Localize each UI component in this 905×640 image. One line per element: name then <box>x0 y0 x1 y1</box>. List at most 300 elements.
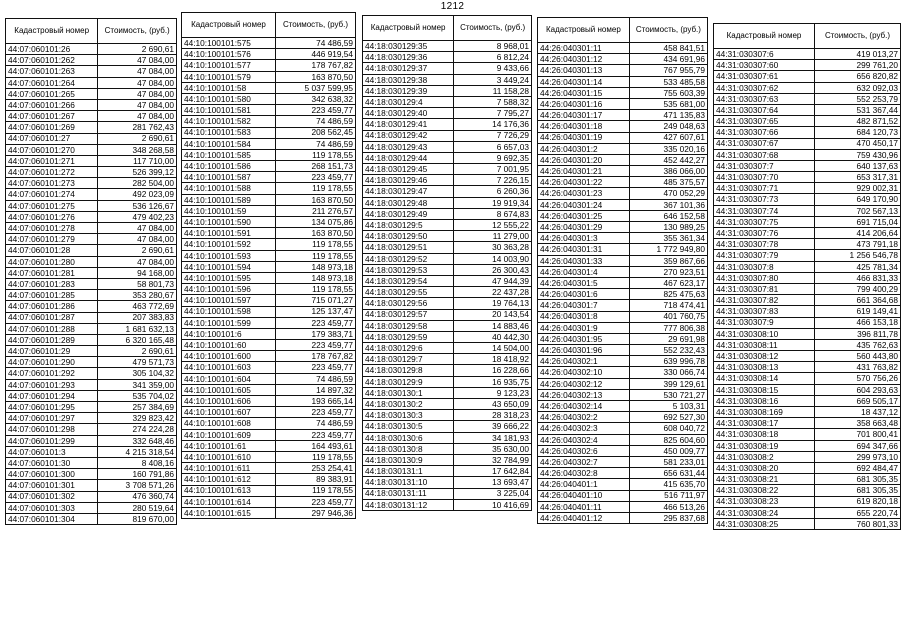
cost-cell: 560 443,80 <box>814 351 900 362</box>
cost-cell: 7 726,29 <box>454 130 532 141</box>
cadastral-number-cell: 44:10:100101:594 <box>182 261 276 272</box>
cadastral-number-cell: 44:31:030307:73 <box>714 194 815 205</box>
cadastral-number-cell: 44:10:100101:586 <box>182 161 276 172</box>
table-row <box>182 340 356 351</box>
cadastral-number-cell: 44:31:030307:74 <box>714 205 815 216</box>
cadastral-number-cell: 44:31:030308:14 <box>714 373 815 384</box>
cadastral-number-cell: 44:31:030308:18 <box>714 429 815 440</box>
table-row <box>538 199 708 210</box>
table-row <box>363 432 532 443</box>
cadastral-number-cell: 44:10:100101:604 <box>182 373 276 384</box>
cost-cell: 692 527,30 <box>629 412 707 423</box>
table-row <box>363 253 532 264</box>
table-row <box>714 306 901 317</box>
table-row <box>363 119 532 130</box>
cost-cell: 47 084,00 <box>98 234 177 245</box>
cost-cell: 701 800,41 <box>814 429 900 440</box>
table-row <box>6 155 177 166</box>
cadastral-table-1 <box>5 18 177 525</box>
table-row <box>714 462 901 473</box>
table-row <box>538 412 708 423</box>
cadastral-number-cell: 44:31:030307:75 <box>714 216 815 227</box>
cadastral-number-cell: 44:31:030308:10 <box>714 328 815 339</box>
cadastral-number-cell: 44:07:060101:263 <box>6 66 98 77</box>
table-row <box>182 284 356 295</box>
table-row <box>182 49 356 60</box>
cadastral-number-cell: 44:07:060101:297 <box>6 413 98 424</box>
header-cost: Стоимость, (руб.) <box>814 24 900 49</box>
cadastral-number-cell: 44:10:100101:606 <box>182 396 276 407</box>
cadastral-number-cell: 44:18:030129:41 <box>363 119 454 130</box>
cadastral-number-cell: 44:18:030129:38 <box>363 74 454 85</box>
table-row <box>538 132 708 143</box>
table-row <box>6 312 177 323</box>
cost-cell: 34 181,93 <box>454 432 532 443</box>
table-row <box>538 222 708 233</box>
cadastral-number-cell: 44:10:100101:591 <box>182 228 276 239</box>
cadastral-number-cell: 44:07:060101:275 <box>6 200 98 211</box>
table-row <box>538 177 708 188</box>
cadastral-number-cell: 44:18:030129:9 <box>363 376 454 387</box>
table-row <box>182 138 356 149</box>
cost-cell: 639 996,78 <box>629 356 707 367</box>
cadastral-number-cell: 44:07:060101:264 <box>6 77 98 88</box>
cost-cell: 32 784,99 <box>454 454 532 465</box>
table-row <box>182 373 356 384</box>
cadastral-number-cell: 44:10:100101:611 <box>182 463 276 474</box>
cadastral-number-cell: 44:31:030307:8 <box>714 261 815 272</box>
table-row <box>182 105 356 116</box>
cost-cell: 653 317,31 <box>814 172 900 183</box>
cost-cell: 8 968,01 <box>454 41 532 52</box>
cost-cell: 17 642,84 <box>454 466 532 477</box>
table-row <box>363 52 532 63</box>
table-row <box>363 242 532 253</box>
cadastral-number-cell: 44:07:060101:269 <box>6 122 98 133</box>
cost-cell: 570 756,26 <box>814 373 900 384</box>
cost-cell: 632 092,03 <box>814 82 900 93</box>
cadastral-number-cell: 44:31:030308:169 <box>714 407 815 418</box>
cadastral-number-cell: 44:18:030129:50 <box>363 231 454 242</box>
cadastral-number-cell: 44:18:030129:56 <box>363 298 454 309</box>
table-row <box>538 188 708 199</box>
cadastral-number-cell: 44:10:100101:603 <box>182 362 276 373</box>
cadastral-number-cell: 44:07:060101:276 <box>6 211 98 222</box>
cost-cell: 119 178,55 <box>275 485 355 496</box>
cost-cell: 16 935,75 <box>454 376 532 387</box>
table-row <box>182 328 356 339</box>
cost-cell: 691 715,04 <box>814 216 900 227</box>
cost-cell: 332 648,46 <box>98 435 177 446</box>
cost-cell: 12 555,22 <box>454 220 532 231</box>
cost-cell: 9 433,66 <box>454 63 532 74</box>
cadastral-number-cell: 44:10:100101:592 <box>182 239 276 250</box>
table-row <box>363 443 532 454</box>
cadastral-number-cell: 44:31:030308:15 <box>714 384 815 395</box>
cadastral-number-cell: 44:07:060101:278 <box>6 223 98 234</box>
cadastral-number-cell: 44:26:040301:96 <box>538 345 630 356</box>
cadastral-number-cell: 44:07:060101:295 <box>6 402 98 413</box>
cadastral-number-cell: 44:31:030308:25 <box>714 518 815 529</box>
table-row <box>714 261 901 272</box>
table-row <box>538 277 708 288</box>
table-row <box>6 334 177 345</box>
cost-cell: 482 871,52 <box>814 116 900 127</box>
cadastral-number-cell: 44:07:060101:293 <box>6 379 98 390</box>
table-row <box>6 502 177 513</box>
table-row <box>363 399 532 410</box>
cost-cell: 26 300,43 <box>454 264 532 275</box>
cost-cell: 552 232,43 <box>629 345 707 356</box>
cost-cell: 473 791,18 <box>814 239 900 250</box>
table-row <box>182 485 356 496</box>
table-row <box>714 451 901 462</box>
table-row <box>182 272 356 283</box>
cost-cell: 47 084,00 <box>98 66 177 77</box>
cadastral-number-cell: 44:18:030129:57 <box>363 309 454 320</box>
table-row <box>538 311 708 322</box>
cost-cell: 8 674,83 <box>454 208 532 219</box>
cadastral-number-cell: 44:26:040302:2 <box>538 412 630 423</box>
cost-cell: 466 513,26 <box>629 501 707 512</box>
table-row <box>714 407 901 418</box>
cost-cell: 164 493,61 <box>275 440 355 451</box>
cadastral-number-cell: 44:07:060101:265 <box>6 88 98 99</box>
cadastral-number-cell: 44:10:100101:612 <box>182 474 276 485</box>
cadastral-number-cell: 44:10:100101:584 <box>182 138 276 149</box>
cost-cell: 479 402,23 <box>98 211 177 222</box>
table-row <box>6 301 177 312</box>
cost-cell: 7 001,95 <box>454 164 532 175</box>
table-row <box>538 456 708 467</box>
cadastral-table-2 <box>181 12 356 519</box>
table-row <box>714 194 901 205</box>
cost-cell: 608 040,72 <box>629 423 707 434</box>
table-row <box>363 343 532 354</box>
cost-cell: 253 254,41 <box>275 463 355 474</box>
cadastral-number-cell: 44:31:030307:64 <box>714 104 815 115</box>
table-row <box>714 71 901 82</box>
cadastral-number-cell: 44:31:030308:22 <box>714 485 815 496</box>
cost-cell: 470 052,29 <box>629 188 707 199</box>
table-row <box>538 356 708 367</box>
cost-cell: 669 505,17 <box>814 395 900 406</box>
cost-cell: 30 363,28 <box>454 242 532 253</box>
table-row <box>6 211 177 222</box>
table-row <box>363 63 532 74</box>
cost-cell: 516 711,97 <box>629 490 707 501</box>
table-row <box>6 290 177 301</box>
cost-cell: 7 795,27 <box>454 108 532 119</box>
cadastral-number-cell: 44:31:030307:62 <box>714 82 815 93</box>
table-row <box>714 440 901 451</box>
cadastral-number-cell: 44:07:060101:301 <box>6 480 98 491</box>
cadastral-number-cell: 44:26:040302:10 <box>538 367 630 378</box>
cadastral-number-cell: 44:10:100101:597 <box>182 295 276 306</box>
cost-cell: 47 084,00 <box>98 55 177 66</box>
cadastral-number-cell: 44:10:100101:595 <box>182 272 276 283</box>
cadastral-number-cell: 44:07:060101:289 <box>6 334 98 345</box>
cadastral-number-cell: 44:31:030308:13 <box>714 362 815 373</box>
table-row <box>714 485 901 496</box>
cost-cell: 431 763,82 <box>814 362 900 373</box>
cost-cell: 2 690,61 <box>98 346 177 357</box>
cadastral-number-cell: 44:26:040301:18 <box>538 121 630 132</box>
cost-cell: 74 486,59 <box>275 418 355 429</box>
cost-cell: 825 604,60 <box>629 434 707 445</box>
cadastral-number-cell: 44:10:100101:6 <box>182 328 276 339</box>
cost-cell: 330 066,74 <box>629 367 707 378</box>
table-row <box>6 256 177 267</box>
cost-cell: 2 690,61 <box>98 245 177 256</box>
cost-cell: 178 767,82 <box>275 60 355 71</box>
table-row <box>182 261 356 272</box>
table-row <box>363 186 532 197</box>
cadastral-number-cell: 44:10:100101:576 <box>182 49 276 60</box>
cost-cell: 767 955,79 <box>629 65 707 76</box>
table-row <box>6 346 177 357</box>
table-row <box>6 402 177 413</box>
table-row <box>714 328 901 339</box>
cadastral-number-cell: 44:18:030130:9 <box>363 454 454 465</box>
cost-cell: 581 233,01 <box>629 456 707 467</box>
cadastral-number-cell: 44:18:030129:39 <box>363 85 454 96</box>
cadastral-number-cell: 44:31:030307:76 <box>714 228 815 239</box>
cadastral-number-cell: 44:18:030129:37 <box>363 63 454 74</box>
table-row <box>6 480 177 491</box>
table-row <box>714 104 901 115</box>
cadastral-number-cell: 44:07:060101:27 <box>6 133 98 144</box>
cadastral-number-cell: 44:10:100101:590 <box>182 217 276 228</box>
cadastral-number-cell: 44:10:100101:599 <box>182 317 276 328</box>
table-row <box>182 317 356 328</box>
cadastral-number-cell: 44:18:030130:5 <box>363 421 454 432</box>
table-row <box>6 133 177 144</box>
cadastral-number-cell: 44:07:060101:267 <box>6 111 98 122</box>
header-cost: Стоимость, (руб.) <box>629 18 707 43</box>
table-row <box>6 234 177 245</box>
cadastral-number-cell: 44:31:030308:20 <box>714 462 815 473</box>
table-row <box>182 418 356 429</box>
cadastral-number-cell: 44:07:060101:294 <box>6 390 98 401</box>
cost-cell: 6 260,36 <box>454 186 532 197</box>
cadastral-number-cell: 44:18:030131:11 <box>363 488 454 499</box>
table-row <box>538 445 708 456</box>
table-row <box>538 322 708 333</box>
table-row <box>182 149 356 160</box>
cadastral-number-cell: 44:18:030129:8 <box>363 365 454 376</box>
cadastral-number-cell: 44:31:030307:65 <box>714 116 815 127</box>
table-row <box>363 41 532 52</box>
cadastral-number-cell: 44:18:030129:55 <box>363 287 454 298</box>
header-cost: Стоимость, (руб.) <box>98 19 177 44</box>
cost-cell: 7 226,15 <box>454 175 532 186</box>
cadastral-number-cell: 44:10:100101:575 <box>182 38 276 49</box>
cost-cell: 10 416,69 <box>454 499 532 510</box>
cost-cell: 148 973,18 <box>275 272 355 283</box>
cadastral-number-cell: 44:18:030129:5 <box>363 220 454 231</box>
table-row <box>538 300 708 311</box>
cost-cell: 16 228,66 <box>454 365 532 376</box>
table-row <box>363 96 532 107</box>
cadastral-number-cell: 44:07:060101:285 <box>6 290 98 301</box>
table-row <box>182 295 356 306</box>
cadastral-number-cell: 44:31:030307:66 <box>714 127 815 138</box>
table-row <box>363 275 532 286</box>
cost-cell: 223 459,77 <box>275 172 355 183</box>
cost-cell: 531 367,44 <box>814 104 900 115</box>
cost-cell: 295 837,68 <box>629 512 707 523</box>
cost-cell: 19 919,34 <box>454 197 532 208</box>
cadastral-number-cell: 44:07:060101:303 <box>6 502 98 513</box>
table-row <box>182 82 356 93</box>
table-row <box>714 160 901 171</box>
table-row <box>714 351 901 362</box>
cost-cell: 47 084,00 <box>98 256 177 267</box>
cadastral-number-cell: 44:26:040302:8 <box>538 468 630 479</box>
cadastral-number-cell: 44:18:030129:58 <box>363 320 454 331</box>
table-row <box>182 205 356 216</box>
cost-cell: 348 268,58 <box>98 144 177 155</box>
cadastral-number-cell: 44:26:040302:1 <box>538 356 630 367</box>
cost-cell: 43 650,09 <box>454 399 532 410</box>
cadastral-number-cell: 44:18:030131:10 <box>363 477 454 488</box>
table-row <box>182 496 356 507</box>
table-row <box>182 474 356 485</box>
table-row <box>182 407 356 418</box>
cost-cell: 119 178,55 <box>275 149 355 160</box>
table-row <box>6 435 177 446</box>
cadastral-number-cell: 44:10:100101:582 <box>182 116 276 127</box>
cost-cell: 249 048,63 <box>629 121 707 132</box>
cost-cell: 759 430,96 <box>814 149 900 160</box>
table-row <box>6 491 177 502</box>
cost-cell: 160 791,86 <box>98 469 177 480</box>
table-row <box>182 507 356 518</box>
cost-cell: 94 168,00 <box>98 267 177 278</box>
cost-cell: 535 681,00 <box>629 98 707 109</box>
cost-cell: 760 801,33 <box>814 518 900 529</box>
table-row <box>363 231 532 242</box>
cost-cell: 299 973,10 <box>814 451 900 462</box>
cost-cell: 47 944,39 <box>454 275 532 286</box>
cost-cell: 435 762,63 <box>814 339 900 350</box>
cost-cell: 396 811,78 <box>814 328 900 339</box>
cadastral-number-cell: 44:31:030308:24 <box>714 507 815 518</box>
table-row <box>6 457 177 468</box>
cadastral-number-cell: 44:18:030130:3 <box>363 410 454 421</box>
table-row <box>363 175 532 186</box>
cadastral-number-cell: 44:18:030129:6 <box>363 343 454 354</box>
table-row <box>6 122 177 133</box>
cadastral-number-cell: 44:18:030129:48 <box>363 197 454 208</box>
cost-cell: 656 631,44 <box>629 468 707 479</box>
table-row <box>182 351 356 362</box>
table-row <box>6 144 177 155</box>
table-row <box>538 512 708 523</box>
cadastral-number-cell: 44:26:040301:16 <box>538 98 630 109</box>
cost-cell: 661 364,68 <box>814 295 900 306</box>
cadastral-number-cell: 44:26:040301:15 <box>538 87 630 98</box>
cost-cell: 11 279,00 <box>454 231 532 242</box>
cost-cell: 341 359,00 <box>98 379 177 390</box>
cost-cell: 450 009,77 <box>629 445 707 456</box>
table-row <box>714 250 901 261</box>
table-row <box>363 85 532 96</box>
table-row <box>6 77 177 88</box>
table-row <box>538 65 708 76</box>
table-row <box>182 194 356 205</box>
header-cadastral-number: Кадастровый номер <box>363 16 454 41</box>
cadastral-number-cell: 44:10:100101:579 <box>182 71 276 82</box>
cost-cell: 656 820,82 <box>814 71 900 82</box>
header-cost: Стоимость, (руб.) <box>275 13 355 38</box>
table-row <box>363 130 532 141</box>
page-number: 1212 <box>440 1 465 12</box>
cadastral-number-cell: 44:26:040301:13 <box>538 65 630 76</box>
cost-cell: 692 484,47 <box>814 462 900 473</box>
table-row <box>538 121 708 132</box>
cadastral-number-cell: 44:10:100101:577 <box>182 60 276 71</box>
cost-cell: 119 178,55 <box>275 239 355 250</box>
cost-cell: 702 567,13 <box>814 205 900 216</box>
cadastral-number-cell: 44:10:100101:608 <box>182 418 276 429</box>
table-row <box>6 446 177 457</box>
cadastral-number-cell: 44:07:060101:26 <box>6 44 98 55</box>
table-row <box>538 345 708 356</box>
table-row <box>714 239 901 250</box>
cadastral-number-cell: 44:18:030129:51 <box>363 242 454 253</box>
cost-cell: 399 129,61 <box>629 378 707 389</box>
cadastral-number-cell: 44:10:100101:598 <box>182 306 276 317</box>
table-row <box>363 488 532 499</box>
cost-cell: 74 486,59 <box>275 116 355 127</box>
cost-cell: 467 623,17 <box>629 277 707 288</box>
cadastral-number-cell: 44:31:030308:23 <box>714 496 815 507</box>
cost-cell: 22 437,28 <box>454 287 532 298</box>
cost-cell: 6 657,03 <box>454 141 532 152</box>
cost-cell: 530 721,27 <box>629 389 707 400</box>
cost-cell: 425 781,34 <box>814 261 900 272</box>
header-cadastral-number: Кадастровый номер <box>6 19 98 44</box>
cadastral-number-cell: 44:26:040302:6 <box>538 445 630 456</box>
table-row <box>538 54 708 65</box>
table-row <box>538 154 708 165</box>
table-row <box>714 496 901 507</box>
cost-cell: 2 690,61 <box>98 133 177 144</box>
cost-cell: 223 459,77 <box>275 362 355 373</box>
table-row <box>714 339 901 350</box>
table-row <box>182 172 356 183</box>
cost-cell: 694 347,66 <box>814 440 900 451</box>
cadastral-number-cell: 44:07:060101:270 <box>6 144 98 155</box>
cadastral-number-cell: 44:07:060101:302 <box>6 491 98 502</box>
cadastral-number-cell: 44:07:060101:29 <box>6 346 98 357</box>
table-row <box>363 287 532 298</box>
cadastral-number-cell: 44:26:040301:23 <box>538 188 630 199</box>
cadastral-number-cell: 44:10:100101:613 <box>182 485 276 496</box>
table-row <box>182 228 356 239</box>
table-row <box>538 423 708 434</box>
cost-cell: 755 603,39 <box>629 87 707 98</box>
cadastral-number-cell: 44:10:100101:587 <box>182 172 276 183</box>
cadastral-number-cell: 44:26:040301:11 <box>538 43 630 54</box>
table-row <box>538 434 708 445</box>
table-row <box>363 320 532 331</box>
table-row <box>182 384 356 395</box>
cost-cell: 74 486,59 <box>275 138 355 149</box>
cadastral-number-cell: 44:26:040302:4 <box>538 434 630 445</box>
